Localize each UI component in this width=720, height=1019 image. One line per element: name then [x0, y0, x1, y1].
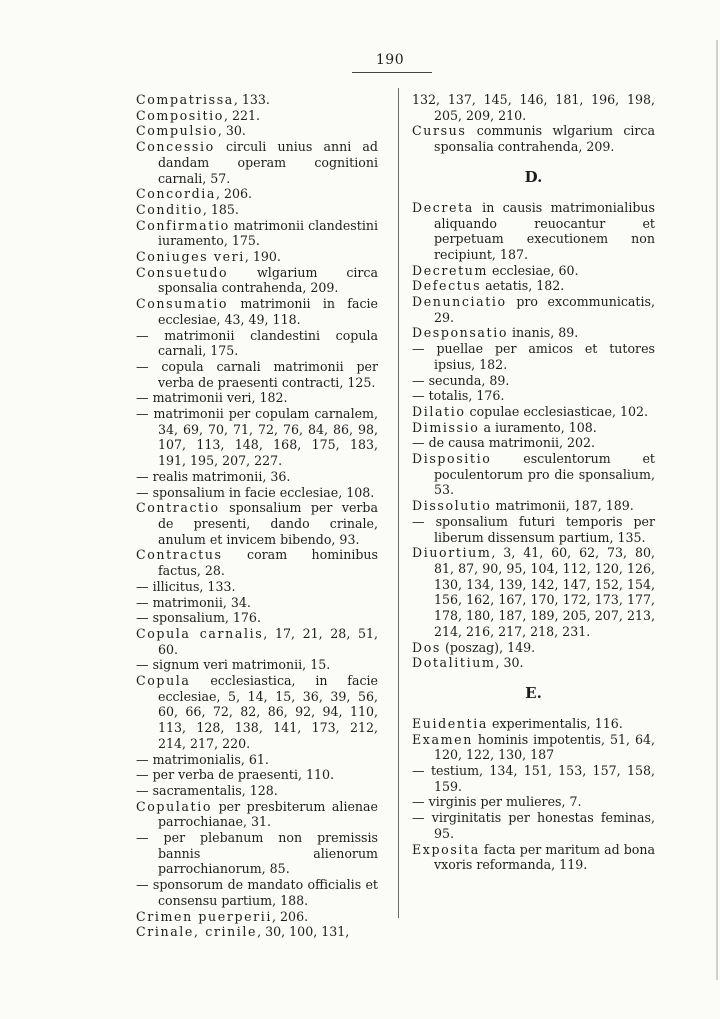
index-entry — [412, 451, 655, 498]
entry-headword: Dos — [412, 639, 441, 655]
index-entry — [412, 200, 655, 263]
right-column — [412, 92, 655, 873]
entry-headword: Dilatio — [412, 403, 466, 419]
page-edge-shadow — [716, 40, 718, 980]
entry-text: , 206. — [215, 186, 253, 202]
index-entry — [136, 469, 378, 485]
index-entry — [412, 123, 655, 154]
entry-text: esculentorum et poculentorum pro die sponsalium, 53. — [434, 451, 655, 498]
entry-text: — totalis, 176. — [412, 388, 505, 404]
index-entry — [412, 373, 655, 389]
entry-text: — virginitatis per honestas feminas, 95. — [412, 810, 655, 841]
entry-text: — matrimonii, 34. — [136, 594, 251, 610]
entry-headword: Decreta — [412, 199, 474, 215]
entry-headword: Dimissio — [412, 419, 480, 435]
index-entry — [136, 265, 378, 296]
entry-headword: Examen — [412, 731, 473, 747]
entry-headword: Dispositio — [412, 451, 492, 467]
index-entry — [136, 595, 378, 611]
entry-text: — per verba de praesenti, 110. — [136, 767, 335, 783]
entry-headword: Copula — [136, 673, 191, 689]
section-e-entries — [412, 716, 655, 873]
index-entry — [136, 218, 378, 249]
entry-text: , 133. — [233, 92, 270, 107]
index-entry — [412, 842, 655, 873]
entry-text: communis wlgarium circa sponsalia contrahenda, 209. — [434, 123, 655, 155]
index-entry — [412, 763, 655, 794]
entry-text: — matrimonii clandestini copula carnali, 175. — [136, 327, 378, 359]
entry-text: coram hominibus factus, 28. — [158, 547, 378, 579]
index-entry — [136, 328, 378, 359]
index-entry — [136, 909, 378, 925]
entry-text: — puellae per amicos et tutores ipsius, 182. — [412, 341, 655, 372]
index-entry — [412, 810, 655, 841]
entry-text: per presbiterum alienae parrochianae, 31. — [158, 798, 378, 830]
entry-headword: Contractus — [136, 547, 223, 563]
index-entry — [136, 752, 378, 768]
entry-text: — secunda, 89. — [412, 372, 510, 388]
index-entry — [136, 108, 378, 124]
entry-text: matrimonii clandestini iuramento, 175. — [158, 217, 378, 249]
entry-headword: Consumatio — [136, 296, 229, 312]
index-entry — [136, 783, 378, 799]
entry-text: — sponsalium, 176. — [136, 610, 261, 626]
entry-headword: Crinale, crinile — [136, 924, 258, 940]
entry-headword: Contractio — [136, 500, 220, 516]
index-entry — [136, 626, 378, 657]
index-entry — [136, 579, 378, 595]
entry-text: , 221. — [223, 107, 261, 123]
entry-text: — per plebanum non premissis bannis alienorum parrochianorum, 85. — [136, 830, 378, 877]
index-entry — [412, 498, 655, 514]
entry-text: copulae ecclesiasticae, 102. — [465, 403, 649, 419]
index-entry — [412, 388, 655, 404]
index-entry — [136, 485, 378, 501]
entry-text: inanis, 89. — [508, 325, 579, 341]
index-entry — [136, 92, 378, 108]
entry-headword: Copulatio — [136, 798, 212, 814]
entry-headword: Concordia — [136, 186, 216, 202]
entry-text: , 30, 100, 131, — [257, 924, 350, 940]
index-entry — [412, 404, 655, 420]
entry-headword: Crimen puerperii — [136, 908, 273, 924]
index-entry — [412, 92, 655, 123]
entry-text: pro excommunicatis, 29. — [434, 294, 655, 325]
entry-text: hominis impotentis, 51, 64, 120, 122, 130, 187 — [434, 731, 655, 763]
index-entry — [136, 799, 378, 830]
index-entry — [136, 924, 378, 940]
index-entry — [136, 406, 378, 469]
entry-text: experimentalis, 116. — [487, 715, 623, 731]
index-entry — [136, 767, 378, 783]
index-entry — [412, 420, 655, 436]
entry-text: — copula carnali matrimonii per verba de praesenti contracti, 125. — [136, 358, 378, 390]
index-entry — [412, 435, 655, 451]
entry-text: , 30. — [217, 123, 246, 139]
entry-headword: Defectus — [412, 278, 482, 294]
index-entry — [412, 794, 655, 810]
column-divider — [398, 88, 399, 918]
entry-text: , 185. — [202, 201, 239, 217]
entry-text: , 190. — [244, 249, 281, 265]
index-entry — [136, 202, 378, 218]
entry-text: circuli unius anni ad dandam operam cognitioni carnali, 57. — [158, 139, 378, 186]
entry-text: ecclesiastica, in facie ecclesiae, 5, 14, 15, 36, 39, 56, 60, 66, 72, 82, 86, 92, 94, 110, 113, 128, 138, 141, 173, 212, 214, 217, 220. — [158, 673, 378, 751]
entry-text: — sacramentalis, 128. — [136, 782, 278, 798]
index-entry — [136, 657, 378, 673]
entry-text: , 30. — [495, 655, 524, 671]
index-entry — [412, 545, 655, 639]
entry-headword: Coniuges veri — [136, 249, 245, 265]
index-entry — [412, 514, 655, 545]
section-letter-d: D. — [524, 167, 543, 186]
entry-text: matrimonii, 187, 189. — [491, 498, 634, 514]
entry-text: — sponsalium futuri temporis per liberum dissensum partium, 135. — [412, 513, 655, 545]
entry-text: matrimonii in facie ecclesiae, 43, 49, 118. — [158, 296, 378, 327]
entry-headword: Concessio — [136, 139, 215, 155]
index-entry — [136, 830, 378, 877]
entry-headword: Decretum — [412, 262, 488, 278]
index-entry — [412, 325, 655, 341]
entry-text: sponsalium per verba de presenti, dando crinale, anulum et invicem bibendo, 93. — [158, 500, 378, 547]
entry-text: — illicitus, 133. — [136, 578, 236, 594]
index-entry — [136, 547, 378, 578]
index-entry — [412, 716, 655, 732]
entry-text: — de causa matrimonii, 202. — [412, 435, 596, 451]
section-letter-e: E. — [525, 683, 542, 702]
index-entry — [136, 610, 378, 626]
index-entry — [136, 673, 378, 752]
entry-text: wlgarium circa sponsalia contrahenda, 209. — [158, 264, 378, 296]
entry-headword: Conditio — [136, 201, 203, 217]
entry-text: aetatis, 182. — [481, 278, 565, 294]
entry-text: , 206. — [272, 908, 309, 924]
entry-headword: Consuetudo — [136, 264, 229, 280]
entry-headword: Exposita — [412, 841, 480, 857]
entry-text: ecclesiae, 60. — [488, 262, 579, 278]
entry-text: — sponsorum de mandato officialis et consensu partium, 188. — [136, 877, 378, 908]
entry-headword: Confirmatio — [136, 217, 230, 233]
index-entry — [412, 263, 655, 279]
index-entry — [412, 640, 655, 656]
index-entry — [412, 732, 655, 763]
entry-headword: Denunciatio — [412, 294, 507, 310]
page-number: 190 — [375, 52, 405, 68]
entry-headword: Compulsio — [136, 123, 218, 139]
entry-headword: Compatrissa — [136, 92, 234, 107]
entry-headword: Euidentia — [412, 715, 488, 731]
entry-text: in causis matrimonialibus aliquando reuocantur et perpetuam executionem non recipiunt, 187. — [434, 199, 655, 262]
index-entry — [412, 655, 655, 671]
right-column-continued-entries — [412, 92, 655, 155]
index-entry — [136, 359, 378, 390]
entry-text: — realis matrimonii, 36. — [136, 468, 291, 484]
entry-text: — virginis per mulieres, 7. — [412, 794, 582, 810]
entry-headword: Cursus — [412, 123, 467, 139]
entry-text: — matrimonii veri, 182. — [136, 390, 288, 406]
index-entry — [136, 139, 378, 186]
left-column — [136, 92, 378, 940]
index-entry — [412, 278, 655, 294]
entry-headword: Desponsatio — [412, 325, 509, 341]
section-d-entries — [412, 200, 655, 671]
index-entry — [136, 500, 378, 547]
entry-text: — matrimonii per copulam carnalem, 34, 69, 70, 71, 72, 76, 84, 86, 98, 107, 113, 148, 168, 175, 183, 191, 195, 207, 227. — [136, 406, 378, 469]
header-rule — [352, 72, 432, 73]
index-entry — [136, 249, 378, 265]
entry-text: — signum veri matrimonii, 15. — [136, 657, 331, 673]
index-entry — [412, 294, 655, 325]
entry-headword: Dotalitium — [412, 655, 496, 671]
entry-headword: Copula carnalis — [136, 625, 264, 641]
entry-text: , 17, 21, 28, 51, 60. — [158, 625, 378, 657]
index-entry — [136, 296, 378, 327]
entry-text: , 3, 41, 60, 62, 73, 80, 81, 87, 90, 95, 104, 112, 120, 126, 130, 134, 139, 142, 147, 152, 154, 156, 162, 167, 170, 172, 173, 177, 178, 180, 187, 189, 205, 207, 213, 214, 216, 217, 218, 231. — [434, 545, 655, 639]
entry-headword: Diuortium — [412, 545, 492, 561]
entry-text: (poszag), 149. — [440, 639, 536, 655]
index-entry — [136, 186, 378, 202]
entry-headword: Compositio — [136, 107, 224, 123]
index-entry — [136, 877, 378, 908]
entry-text: facta per maritum ad bona vxoris reformanda, 119. — [434, 841, 655, 873]
entry-headword: Dissolutio — [412, 498, 492, 514]
entry-text: — sponsalium in facie ecclesiae, 108. — [136, 484, 375, 500]
entry-text: — matrimonialis, 61. — [136, 751, 269, 767]
index-entry — [136, 390, 378, 406]
entry-text: 132, 137, 145, 146, 181, 196, 198, 205, 209, 210. — [412, 92, 655, 123]
index-entry — [136, 123, 378, 139]
entry-text: — testium, 134, 151, 153, 157, 158, 159. — [412, 763, 655, 794]
entry-text: a iuramento, 108. — [479, 419, 597, 435]
index-entry — [412, 341, 655, 372]
